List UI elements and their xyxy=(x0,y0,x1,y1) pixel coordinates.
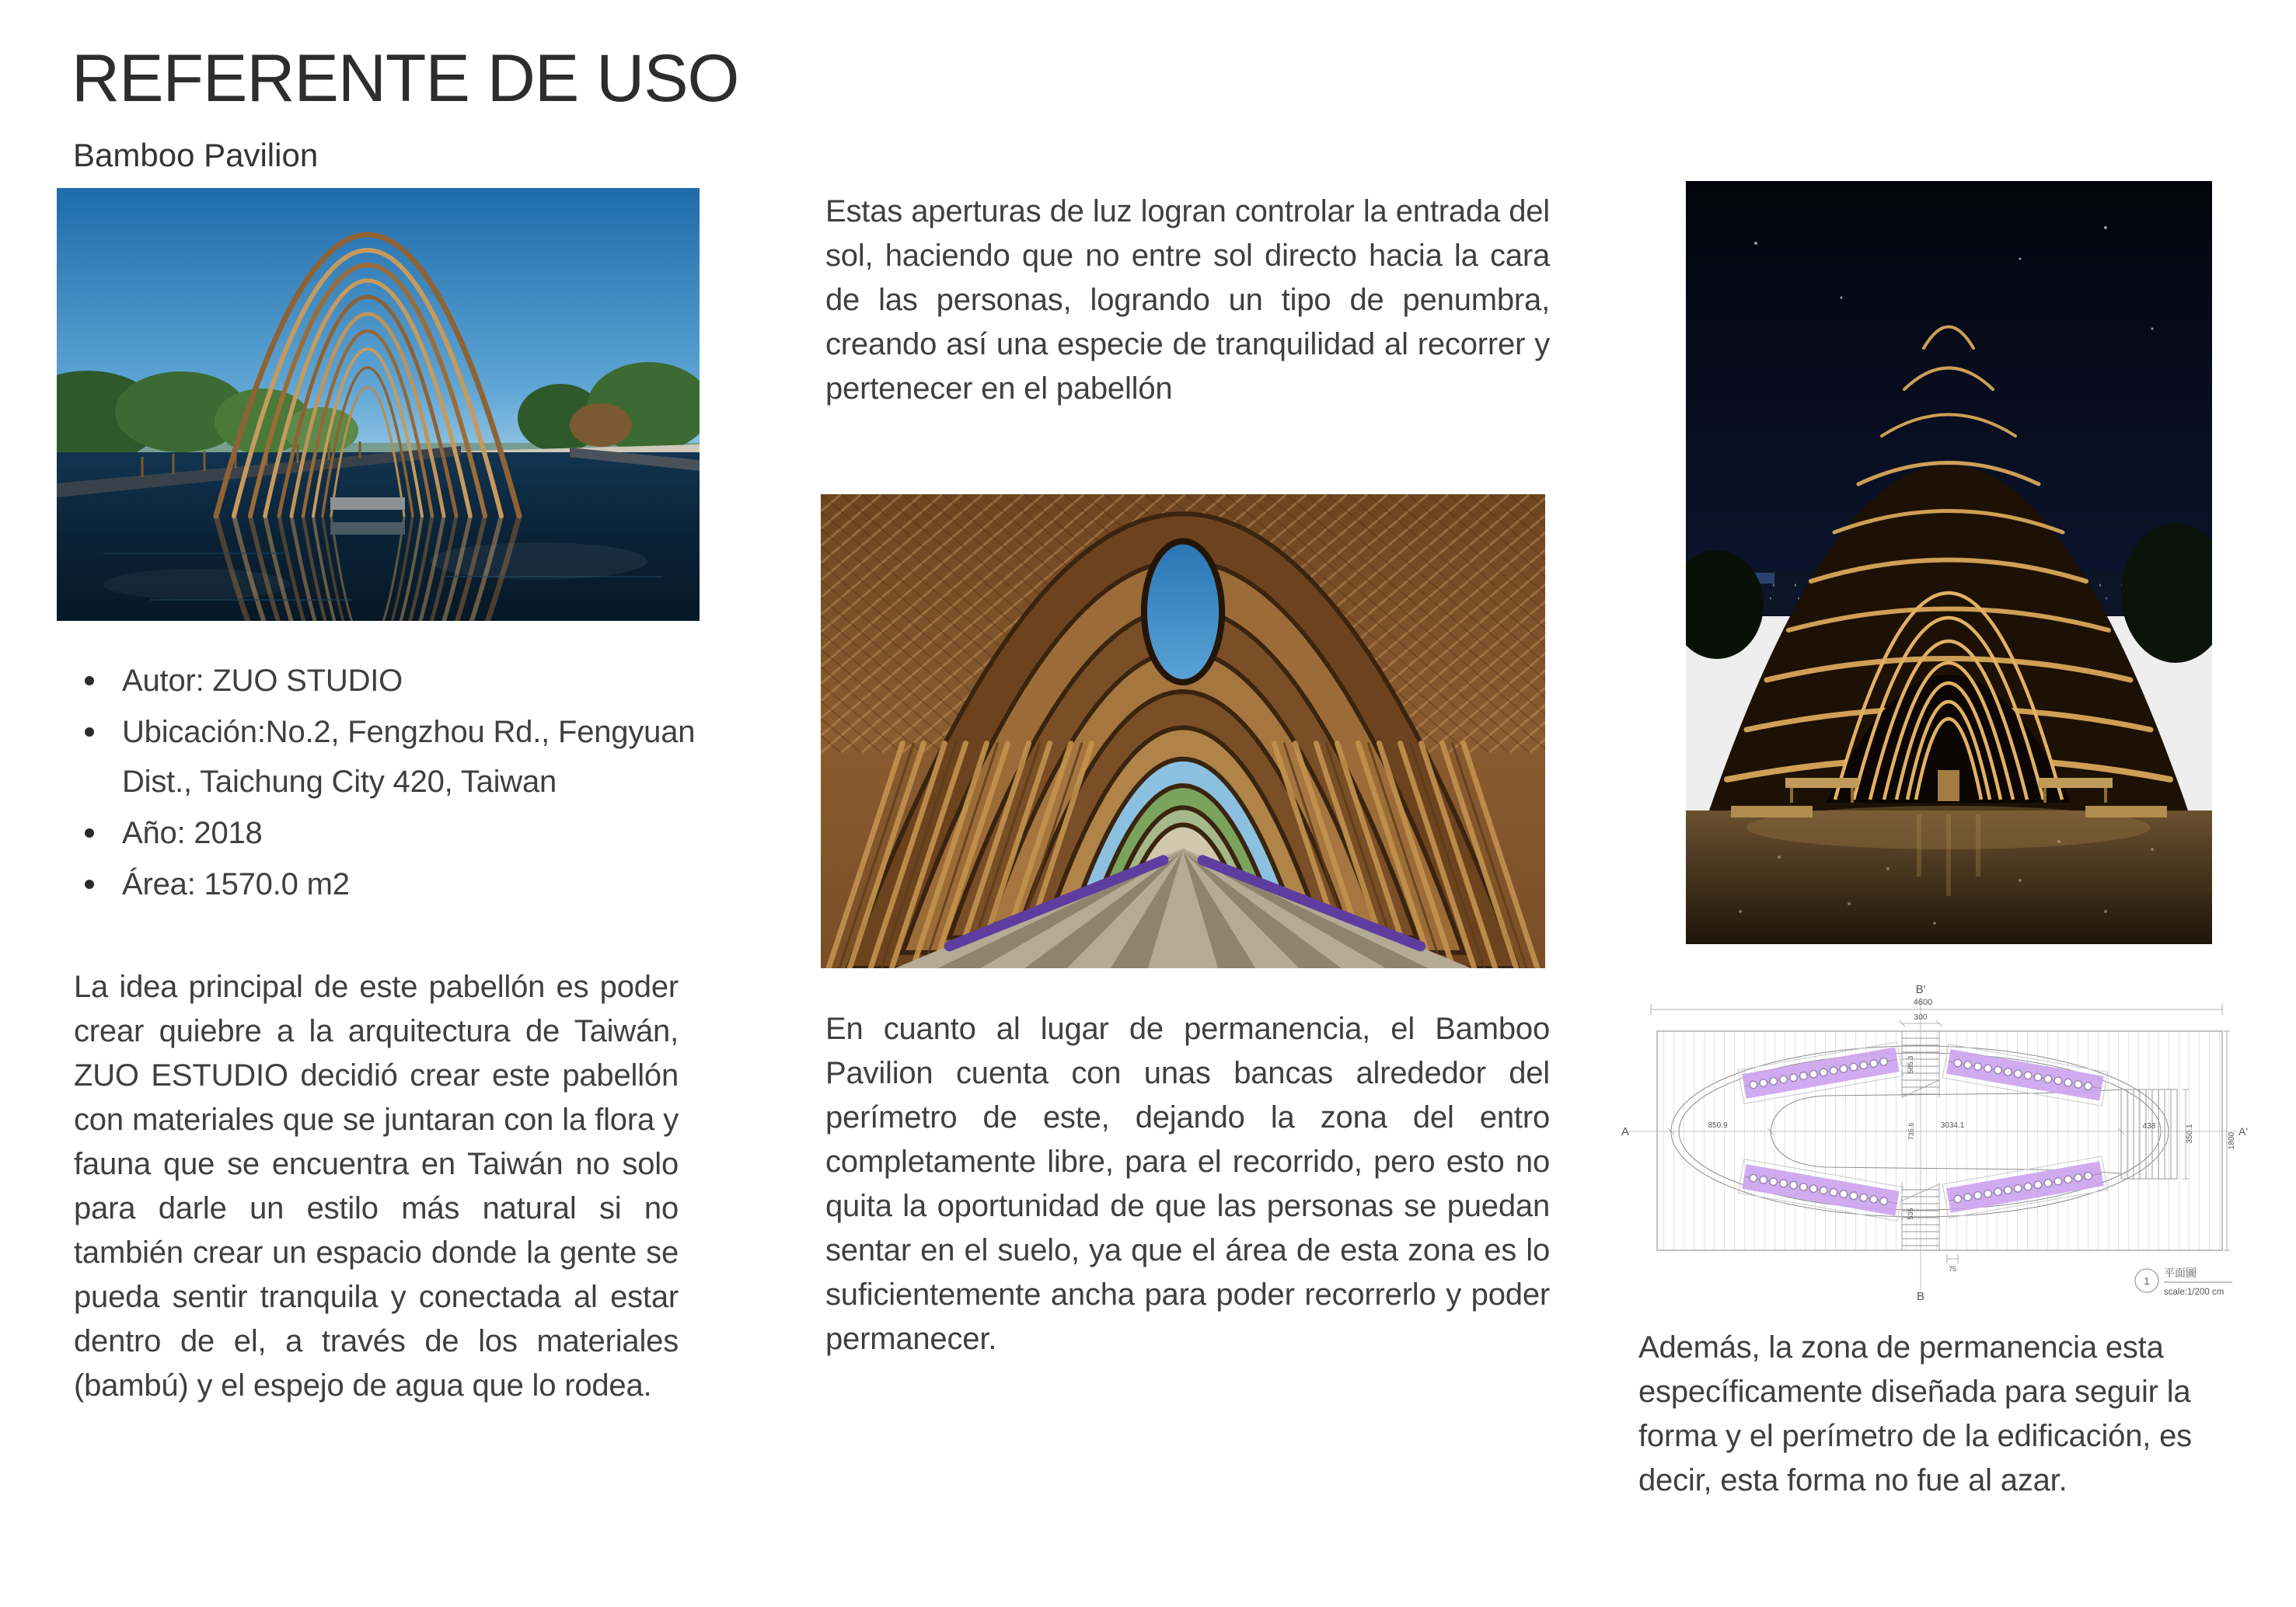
dim-ladder-top: 585.3 xyxy=(1907,1055,1914,1074)
list-item-area xyxy=(74,859,696,909)
page-subtitle: Bamboo Pavilion xyxy=(73,137,319,173)
section-label-b-prime: B' xyxy=(1915,983,1926,996)
dim-ladder-bottom: 535 xyxy=(1907,1208,1914,1220)
permanence-zone-paragraph: Además, la zona de permanencia esta específicamente diseñada para seguir la forma y el perímetro de la edificación, es decir, esta forma no fue al azar. xyxy=(1638,1330,2192,1497)
floor-plan-drawing xyxy=(1618,981,2252,1303)
day-exterior-illustration xyxy=(57,188,700,621)
drawing-title: 平面圖 xyxy=(2164,1267,2197,1279)
dim-stair-depth: 350.1 xyxy=(2186,1124,2194,1144)
list-item-label: Ubicación:No.2, Fengzhou Rd., Fengyuan Dist., Taichung City 420, Taiwan xyxy=(122,715,696,799)
list-item-label: Año: 2018 xyxy=(122,816,263,850)
project-facts-list xyxy=(74,656,696,911)
list-item-year xyxy=(74,808,696,858)
list-item-location xyxy=(74,707,696,807)
list-item-label: Área: 1570.0 m2 xyxy=(122,867,350,901)
list-item-label: Autor: ZUO STUDIO xyxy=(122,664,403,698)
dim-total-depth: 1800 xyxy=(2228,1131,2236,1150)
interior-photo xyxy=(821,494,1545,968)
dim-left-span: 850.9 xyxy=(1708,1121,1728,1130)
dim-total-width: 4600 xyxy=(1913,998,1933,1007)
dim-center-depth: 735.6 xyxy=(1907,1122,1915,1141)
section-label-a-prime: A' xyxy=(2238,1125,2249,1138)
section-label-a: A xyxy=(1621,1125,1630,1138)
night-exterior-photo xyxy=(1686,181,2212,944)
concept-paragraph: La idea principal de este pabellón es poder crear quiebre a la arquitectura de Taiwán, ZUO ESTUDIO decidió crear este pabellón con materiales que se juntaran con la flora y fauna que se encuentra en Taiwán no solo para darle un estilo más natural si no también crear un espacio donde la gente se pueda sentir tranquila y conectada al estar dentro de el, a través de los materiales (bambú) y el espejo de agua que lo rodea. xyxy=(74,970,679,1403)
page-title: REFERENTE DE USO xyxy=(72,41,739,116)
benches-paragraph: En cuanto al lugar de permanencia, el Bamboo Pavilion cuenta con unas bancas alrededor del perímetro de este, dejando la zona del entro completamente libre, para el recorrido, pero esto no quita la oportunidad de que las personas se puedan sentar en el suelo, ya que el área de esta zona es lo suficientemente ancha para poder recorrerlo y poder permanecer. xyxy=(825,1012,1550,1356)
dim-opening-width: 300 xyxy=(1914,1013,1928,1022)
deck-outline xyxy=(1657,1031,2222,1250)
dim-step: 75 xyxy=(1948,1265,1957,1273)
light-apertures-paragraph: Estas aperturas de luz logran controlar la entrada del sol, haciendo que no entre sol directo hacia la cara de las personas, logrando un tipo de penumbra, creando así una especie de tranquilidad al recorrer y pertenecer en el pabellón xyxy=(825,194,1550,406)
interior-illustration xyxy=(821,494,1545,968)
skylight-opening xyxy=(1144,541,1222,681)
drawing-number: 1 xyxy=(2144,1275,2150,1287)
drawing-title-block xyxy=(2135,1267,2232,1297)
drawing-scale: scale:1/200 cm xyxy=(2164,1288,2224,1297)
list-item-author xyxy=(74,656,696,706)
dim-stair-width: 438 xyxy=(2142,1122,2156,1131)
dim-main-span: 3034.1 xyxy=(1940,1121,1965,1130)
day-exterior-photo xyxy=(57,188,700,621)
section-label-b: B xyxy=(1916,1290,1925,1303)
floor-plan-svg xyxy=(1618,981,2252,1303)
night-exterior-illustration xyxy=(1686,181,2212,944)
